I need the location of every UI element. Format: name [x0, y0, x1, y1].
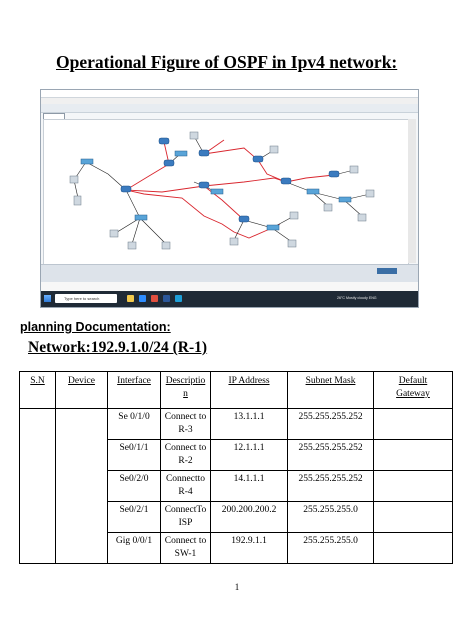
mask-cell	[288, 471, 374, 502]
windows-start-icon	[44, 295, 51, 302]
packet-tracer-screenshot	[40, 89, 419, 308]
word-icon	[163, 295, 170, 302]
edge-icon	[139, 295, 146, 302]
mask-text: 255.255.255.252	[298, 443, 363, 453]
ip-cell: 14.1.1.1	[211, 471, 288, 502]
description-text: Connect to R-3	[164, 412, 207, 435]
chrome-icon	[151, 295, 158, 302]
gateway-cell	[374, 409, 453, 440]
description-cell	[161, 533, 211, 564]
gateway-cell	[374, 502, 453, 533]
header-sn: S.N	[20, 372, 56, 409]
gateway-cell	[374, 533, 453, 564]
network-topology-diagram	[44, 120, 408, 264]
description-cell	[161, 409, 211, 440]
interface-cell: Se 0/1/0	[108, 409, 161, 440]
toolbar	[41, 104, 418, 113]
header-gateway-text: Default Gateway	[396, 376, 430, 399]
sn-cell	[20, 409, 56, 564]
mask-cell	[288, 440, 374, 471]
device-cell	[56, 409, 108, 564]
taskbar	[41, 291, 418, 307]
gateway-cell	[374, 440, 453, 471]
description-cell	[161, 502, 211, 533]
language-label: ENG	[368, 296, 377, 300]
mask-text: 255.255.255.0	[303, 505, 358, 515]
packet-tracer-icon	[175, 295, 182, 302]
device-strip	[41, 282, 418, 291]
mask-text: 255.255.255.252	[298, 474, 363, 484]
interface-cell: Se0/2/1	[108, 502, 161, 533]
mask-cell	[288, 409, 374, 440]
interface-cell: Gig 0/0/1	[108, 533, 161, 564]
window-title-bar	[41, 90, 418, 98]
page-number: 1	[234, 582, 240, 592]
description-text: Connectto R-4	[165, 474, 206, 497]
weather-label: 26°C Mostly cloudy	[337, 296, 368, 300]
header-ip: IP Address	[211, 372, 288, 409]
description-text: Connect to R-2	[164, 443, 207, 466]
system-tray	[337, 294, 415, 303]
description-cell	[161, 471, 211, 502]
topology-canvas	[43, 119, 409, 265]
header-description-text: Description	[165, 376, 206, 399]
planning-table	[19, 371, 453, 564]
mask-text: 255.255.255.252	[298, 412, 363, 422]
mask-cell	[288, 502, 374, 533]
vertical-scrollbar	[408, 119, 416, 263]
mask-text: 255.255.255.0	[303, 536, 358, 546]
interface-cell: Se0/1/1	[108, 440, 161, 471]
header-description	[161, 372, 211, 409]
folder-icon	[127, 295, 134, 302]
description-cell	[161, 440, 211, 471]
header-mask: Subnet Mask	[288, 372, 374, 409]
ip-cell: 200.200.200.2	[211, 502, 288, 533]
ip-cell: 13.1.1.1	[211, 409, 288, 440]
header-device: Device	[56, 372, 108, 409]
table-header-row	[20, 372, 453, 409]
header-interface: Interface	[108, 372, 161, 409]
network-heading: Network:192.9.1.0/24 (R-1)	[28, 339, 208, 356]
gateway-cell	[374, 471, 453, 502]
mask-cell	[288, 533, 374, 564]
ip-cell: 192.9.1.1	[211, 533, 288, 564]
planning-heading: planning Documentation:	[20, 320, 171, 334]
taskbar-search: Type here to search	[55, 294, 117, 303]
ip-cell: 12.1.1.1	[211, 440, 288, 471]
interface-cell: Se0/2/0	[108, 471, 161, 502]
header-gateway	[374, 372, 453, 409]
description-text: ConnectTo ISP	[164, 505, 207, 528]
table-row	[20, 409, 453, 440]
description-text: Connect to SW-1	[164, 536, 207, 559]
page-title: Operational Figure of OSPF in Ipv4 network:	[56, 52, 398, 72]
device-panel	[41, 264, 418, 283]
realtime-mode-icon	[377, 268, 397, 274]
